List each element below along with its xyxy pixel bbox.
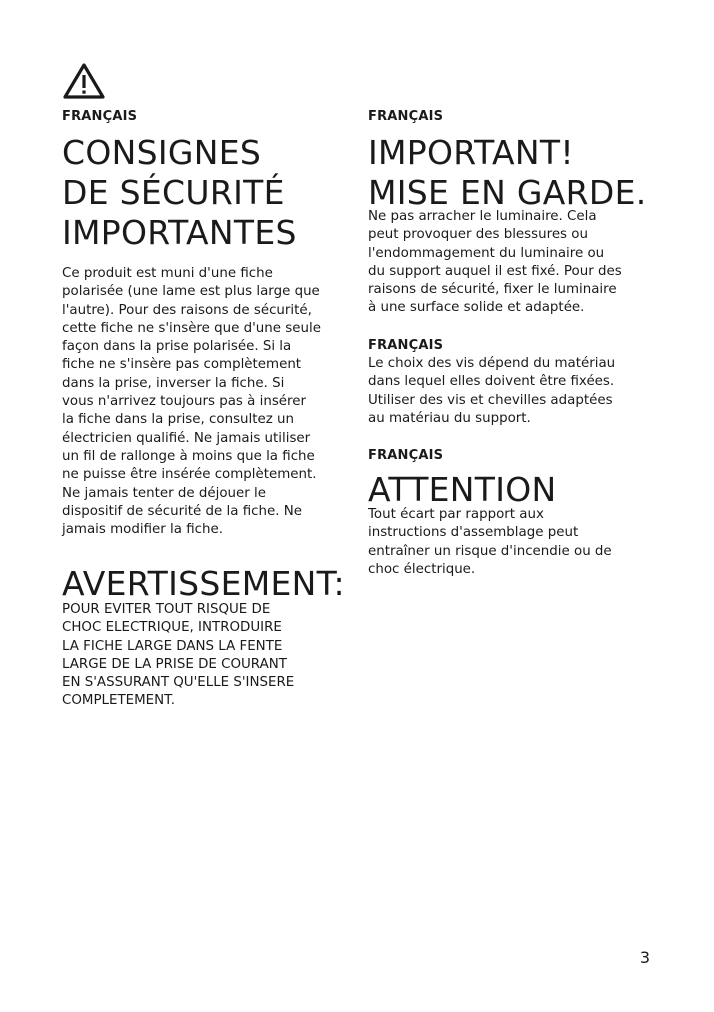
polarized-plug-text: [62, 265, 321, 539]
warning-text: [62, 601, 294, 711]
language-label: FRANÇAIS: [368, 448, 444, 463]
text-line: fiche ne s'insère pas complètement: [62, 357, 302, 373]
text-line: Ne jamais tenter de déjouer le: [62, 485, 266, 501]
text-line: vous n'arrivez toujours pas à insérer: [62, 394, 306, 410]
text-line: dispositif de sécurité de la fiche. Ne: [62, 503, 303, 519]
text-line: Utiliser des vis et chevilles adaptées: [368, 392, 613, 408]
text-line: façon dans la prise polarisée. Si la: [62, 339, 292, 355]
attention-text: [368, 506, 612, 579]
warning-triangle-icon: [62, 62, 106, 100]
text-line: EN S'ASSURANT QU'ELLE S'INSERE: [62, 675, 295, 691]
text-line: électricien qualifié. Ne jamais utiliser: [62, 430, 311, 446]
text-line: polarisée (une lame est plus large que: [62, 284, 320, 300]
text-line: jamais modifier la fiche.: [62, 522, 223, 538]
text-line: LARGE DE LA PRISE DE COURANT: [62, 656, 287, 672]
warning-title: AVERTISSEMENT:: [62, 564, 345, 603]
text-line: à une surface solide et adaptée.: [368, 300, 585, 316]
text-line: Le choix des vis dépend du matériau: [368, 356, 616, 371]
text-line: peut provoquer des blessures ou: [368, 227, 588, 243]
language-label: FRANÇAIS: [62, 109, 138, 124]
text-line: Tout écart par rapport aux: [368, 507, 544, 522]
language-label: FRANÇAIS: [368, 338, 444, 353]
text-line: ne puisse être insérée complètement.: [62, 467, 317, 483]
title-line: MISE EN GARDE.: [368, 173, 647, 212]
text-line: CHOC ELECTRIQUE, INTRODUIRE: [62, 620, 282, 636]
title-line: IMPORTANTES: [62, 213, 297, 252]
text-line: l'autre). Pour des raisons de sécurité,: [62, 302, 312, 318]
text-line: LA FICHE LARGE DANS LA FENTE: [62, 638, 283, 654]
text-line: Ce produit est muni d'une fiche: [62, 266, 273, 281]
important-title: [368, 133, 647, 213]
text-line: entraîner un risque d'incendie ou de: [368, 543, 612, 559]
screws-text: [368, 355, 615, 428]
text-line: du support auquel il est fixé. Pour des: [368, 263, 622, 279]
attention-title: ATTENTION: [368, 470, 557, 509]
text-line: Ne pas arracher le luminaire. Cela: [368, 209, 597, 224]
language-label: FRANÇAIS: [368, 109, 444, 124]
title-line: DE SÉCURITÉ: [62, 173, 285, 212]
title-line: CONSIGNES: [62, 133, 262, 172]
text-line: choc électrique.: [368, 561, 476, 577]
text-line: dans lequel elles doivent être fixées.: [368, 374, 615, 390]
text-line: un fil de rallonge à moins que la fiche: [62, 448, 315, 464]
text-line: raisons de sécurité, fixer le luminaire: [368, 282, 617, 298]
text-line: cette fiche ne s'insère que d'une seule: [62, 320, 321, 336]
safety-title: [62, 133, 297, 253]
page-number: 3: [639, 948, 650, 967]
title-line: IMPORTANT!: [368, 133, 574, 172]
text-line: l'endommagement du luminaire ou: [368, 245, 605, 261]
text-line: dans la prise, inverser la fiche. Si: [62, 375, 285, 391]
text-line: POUR EVITER TOUT RISQUE DE: [62, 602, 271, 617]
text-line: la fiche dans la prise, consultez un: [62, 412, 294, 428]
text-line: COMPLETEMENT.: [62, 693, 175, 709]
caution-text: [368, 208, 622, 318]
text-line: instructions d'assemblage peut: [368, 525, 579, 541]
text-line: au matériau du support.: [368, 410, 531, 426]
